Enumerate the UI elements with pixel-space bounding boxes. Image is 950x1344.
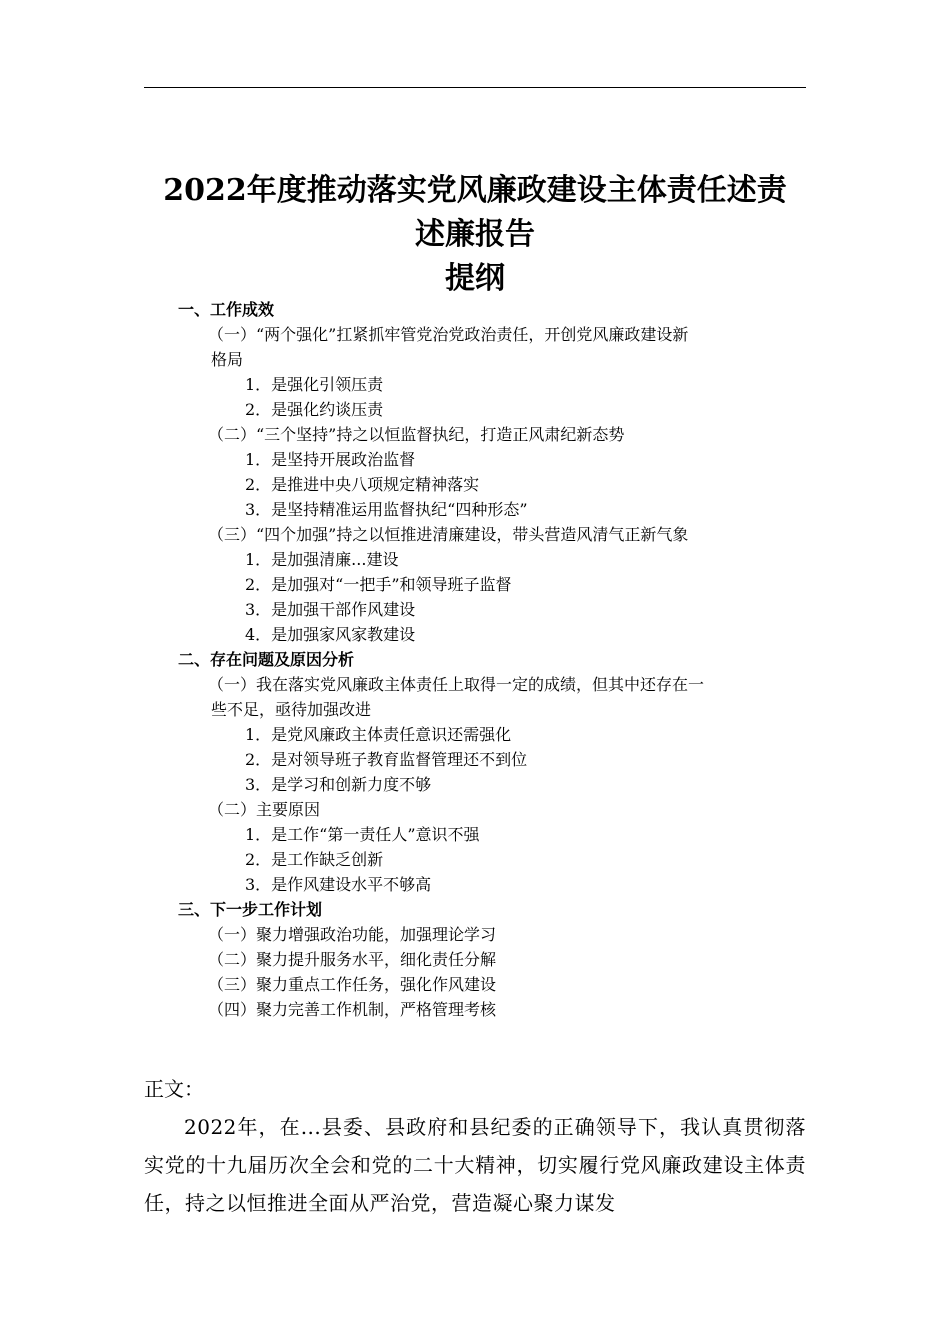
outline-item: 2．是对领导班子教育监督管理还不到位 — [245, 750, 528, 769]
outline-item: 1．是强化引领压责 — [245, 375, 384, 394]
title-line-1: 2022年度推动落实党风廉政建设主体责任述责 — [163, 173, 787, 208]
outline-subheading: （三）聚力重点工作任务，强化作风建设 — [208, 975, 497, 994]
outline-item: 2．是强化约谈压责 — [245, 400, 384, 419]
outline-subheading: （一）我在落实党风廉政主体责任上取得一定的成绩，但其中还存在一 — [208, 675, 705, 694]
outline-subheading: （一）“两个强化”扛紧抓牢管党治党政治责任，开创党风廉政建设新 — [208, 325, 689, 344]
outline-heading: 一、工作成效 — [178, 300, 275, 319]
outline-item: 2．是推进中央八项规定精神落实 — [245, 475, 480, 494]
outline-item: 3．是加强干部作风建设 — [245, 600, 416, 619]
outline-item: 3．是作风建设水平不够高 — [245, 875, 432, 894]
outline-item: 1．是加强清廉...建设 — [245, 550, 399, 569]
outline-item: 4．是加强家风家教建设 — [245, 625, 416, 644]
outline-continuation: 格局 — [211, 350, 244, 369]
outline-item: 3．是学习和创新力度不够 — [245, 775, 432, 794]
outline-item: 1．是工作“第一责任人”意识不强 — [245, 825, 480, 844]
title-line-2: 述廉报告 — [415, 217, 535, 252]
outline-heading: 二、存在问题及原因分析 — [178, 650, 355, 669]
outline-subheading: （一）聚力增强政治功能，加强理论学习 — [208, 925, 497, 944]
title-line-3: 提纲 — [445, 261, 505, 296]
header-rule — [144, 87, 806, 88]
body-label: 正文： — [144, 1077, 204, 1101]
outline-item: 3．是坚持精准运用监督执纪“四种形态” — [245, 500, 528, 519]
outline-subheading: （二）聚力提升服务水平，细化责任分解 — [208, 950, 497, 969]
outline-item: 2．是工作缺乏创新 — [245, 850, 384, 869]
outline-subheading: （三）“四个加强”持之以恒推进清廉建设，带头营造风清气正新气象 — [208, 525, 689, 544]
body-paragraph: 2022年，在...县委、县政府和县纪委的正确领导下，我认真贯彻落实党的十九届历次全会和党的二十大精神，切实履行党风廉政建设主体责任，持之以恒推进全面从严治党，营造凝心聚力谋发 — [144, 1115, 806, 1215]
outline-item: 1．是党风廉政主体责任意识还需强化 — [245, 725, 512, 744]
outline-subheading: （二）“三个坚持”持之以恒监督执纪，打造正风肃纪新态势 — [208, 425, 625, 444]
outline-heading: 三、下一步工作计划 — [178, 900, 323, 919]
outline-item: 2．是加强对“一把手”和领导班子监督 — [245, 575, 512, 594]
outline-subheading: （二）主要原因 — [208, 800, 321, 819]
outline-subheading: （四）聚力完善工作机制，严格管理考核 — [208, 1000, 497, 1019]
outline-item: 1．是坚持开展政治监督 — [245, 450, 416, 469]
outline-continuation: 些不足，亟待加强改进 — [211, 700, 372, 719]
